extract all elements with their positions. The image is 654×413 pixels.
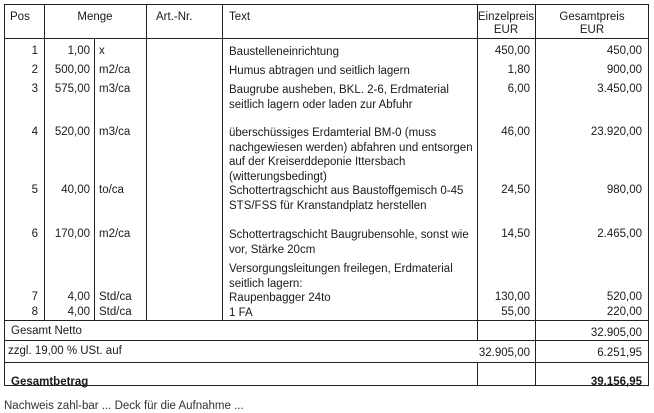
row-text: 1 FA [229,307,253,319]
row-text: Schottertragschicht aus Baustoffgemisch 0-45 STS/FSS für Kranstandplatz herstellen [229,185,464,212]
row-total: 3.450,00 [597,83,642,95]
row-qty: 4,00 [67,306,90,318]
row-total: 450,00 [606,45,642,57]
header-art-nr: Art.-Nr. [156,11,193,23]
row-unit-price: 130,00 [494,291,530,303]
row-unit: to/ca [99,184,124,196]
row-text: Raupenbagger 24to [229,292,331,304]
row-pos: 7 [31,291,38,303]
row-unit-price: 24,50 [501,184,530,196]
total-value: 39.156,95 [590,376,642,388]
row-total: 900,00 [606,64,642,76]
row-qty: 4,00 [67,291,90,303]
row-pos: 6 [31,228,38,240]
row-unit-price: 55,00 [501,306,530,318]
row-total: 2.465,00 [597,228,642,240]
row-unit: Std/ca [99,306,132,318]
row-unit: m3/ca [99,126,131,138]
footer-text: Nachweis zahl-bar ... Deck für die Aufnahme ... [4,400,244,412]
row-total: 23.920,00 [590,126,642,138]
header-menge: Menge [77,11,113,23]
row-pos: 5 [31,184,38,196]
row-total: 520,00 [606,291,642,303]
vat-base: 32.905,00 [478,347,530,359]
row-unit-price: 46,00 [501,126,530,138]
header-pos: Pos [10,11,30,23]
header-einzelpreis: Einzelpreis EUR [477,11,535,36]
row-text: Humus abtragen und seitlich lagern [229,65,410,77]
header-text: Text [229,11,251,23]
row-qty: 1,00 [67,45,90,57]
row-total: 220,00 [606,306,642,318]
section-note-text: Versorgungsleitungen freilegen, Erdmaterial seitlich lagern: [229,263,453,290]
row-pos: 2 [31,64,38,76]
row-unit: m2/ca [99,64,131,76]
header-gesamtpreis: Gesamtpreis EUR [559,11,625,36]
row-text: Baugrube ausheben, BKL. 2-6, Erdmaterial seitlich lagern oder laden zur Abfuhr [229,84,449,111]
row-qty: 500,00 [54,64,90,76]
netto-value: 32.905,00 [590,327,642,339]
row-pos: 4 [31,126,38,138]
row-qty: 520,00 [54,126,90,138]
total-label: Gesamtbetrag [11,376,89,388]
row-text: überschüssiges Erdamterial BM-0 (muss nachgewiesen werden) abfahren und entsorgen auf der Kreiserddeponie Ittersbach (witterungsbedingt) [229,127,473,183]
row-total: 980,00 [606,184,642,196]
vat-label: zzgl. 19,00 % USt. auf [8,345,122,357]
row-unit: m3/ca [99,83,131,95]
row-text: Baustelleneinrichtung [229,46,339,58]
row-unit: x [99,45,105,57]
netto-label: Gesamt Netto [11,325,82,337]
row-qty: 575,00 [54,83,90,95]
row-qty: 40,00 [61,184,90,196]
row-pos: 1 [31,45,38,57]
vat-value: 6.251,95 [597,347,642,359]
row-text: Schottertragschicht Baugrubensohle, sonst wie vor, Stärke 20cm [229,229,469,256]
row-pos: 3 [31,83,38,95]
row-unit: Std/ca [99,291,132,303]
row-unit-price: 450,00 [494,45,530,57]
row-qty: 170,00 [54,228,90,240]
row-pos: 8 [31,306,38,318]
row-unit: m2/ca [99,228,131,240]
row-unit-price: 14,50 [501,228,530,240]
row-unit-price: 1,80 [507,64,530,76]
row-unit-price: 6,00 [507,83,530,95]
